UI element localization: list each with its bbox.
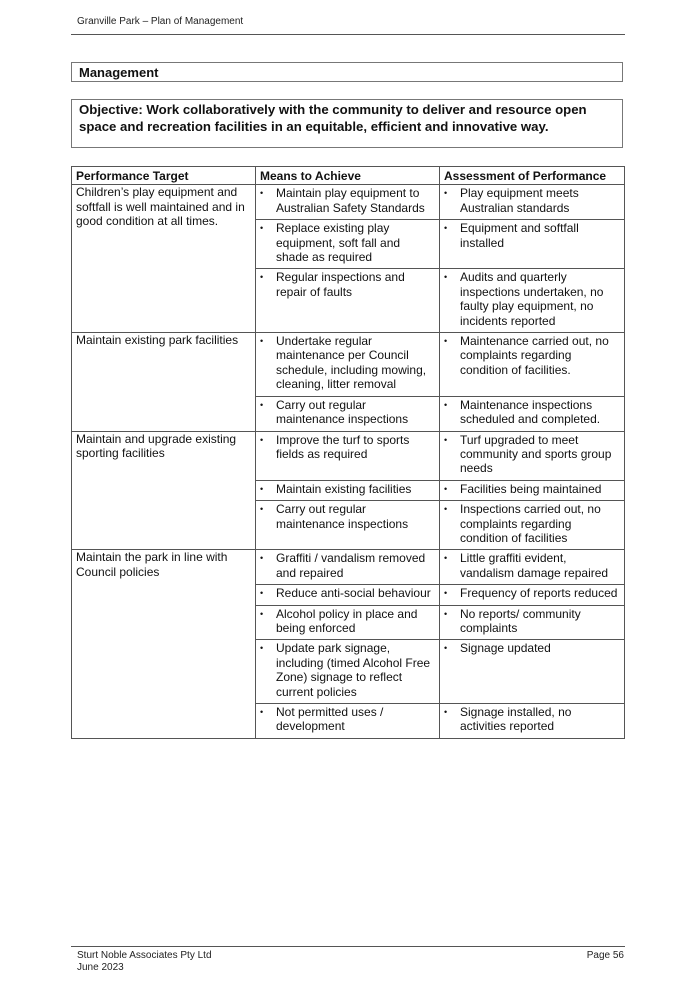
column-header-target: Performance Target — [72, 167, 256, 185]
bullet-item — [444, 397, 620, 431]
bullet-item — [260, 704, 435, 738]
bullet-icon: • — [444, 643, 448, 654]
bullet-icon: • — [260, 188, 264, 199]
bullet-icon: • — [260, 608, 264, 619]
bullet-icon: • — [260, 504, 264, 515]
bullet-item — [444, 333, 620, 381]
assessment-cell — [440, 480, 625, 500]
bullet-item — [260, 432, 435, 466]
assessment-cell — [440, 585, 625, 605]
means-cell — [256, 269, 440, 333]
performance-target-cell: Children’s play equipment and softfall is well maintained and in good condition at all times. — [72, 185, 256, 333]
means-text: Maintain play equipment to Australian Safety Standards — [276, 186, 425, 215]
bullet-item — [444, 501, 620, 549]
means-cell — [256, 220, 440, 269]
bullet-icon: • — [444, 434, 448, 445]
assessment-text: Audits and quarterly inspections undertaken, no faulty play equipment, no incidents reported — [460, 270, 604, 328]
table-body — [72, 185, 625, 738]
assessment-cell — [440, 550, 625, 585]
means-cell — [256, 480, 440, 500]
running-header: Granville Park – Plan of Management — [77, 16, 244, 27]
bullet-item — [260, 550, 435, 584]
bullet-item — [444, 481, 620, 500]
performance-table — [71, 166, 625, 739]
performance-target-cell: Maintain the park in line with Council policies — [72, 550, 256, 738]
means-text: Update park signage, including (timed Alcohol Free Zone) signage to reflect current policies — [276, 641, 431, 699]
means-cell — [256, 501, 440, 550]
bullet-item — [260, 640, 435, 703]
assessment-cell — [440, 333, 625, 397]
means-text: Not permitted uses / development — [276, 705, 384, 734]
assessment-cell — [440, 605, 625, 640]
bullet-item — [260, 501, 435, 535]
bullet-icon: • — [260, 707, 264, 717]
assessment-cell — [440, 269, 625, 333]
assessment-cell — [440, 396, 625, 431]
bullet-item — [444, 640, 620, 659]
bullet-item — [444, 550, 620, 584]
footer-company: Sturt Noble Associates Pty Ltd — [77, 950, 212, 961]
means-cell — [256, 550, 440, 585]
performance-target-cell: Maintain and upgrade existing sporting facilities — [72, 431, 256, 550]
bullet-item — [444, 220, 620, 254]
bullet-icon: • — [260, 434, 264, 445]
assessment-cell — [440, 185, 625, 220]
section-heading: Management — [71, 62, 623, 82]
bullet-icon: • — [260, 588, 264, 599]
bullet-icon: • — [444, 707, 448, 717]
assessment-text: Maintenance carried out, no complaints regarding condition of facilities. — [460, 334, 609, 377]
bullet-item — [444, 269, 620, 332]
bullet-icon: • — [444, 588, 448, 599]
means-text: Carry out regular maintenance inspections — [276, 397, 409, 427]
page-number: Page 56 — [586, 950, 624, 961]
table-row — [72, 185, 625, 220]
bullet-icon: • — [260, 272, 264, 283]
means-cell — [256, 185, 440, 220]
footer-left — [77, 950, 212, 974]
assessment-text: Equipment and softfall installed — [460, 221, 579, 250]
bullet-item — [260, 481, 435, 500]
table-row — [72, 550, 625, 585]
bullet-icon: • — [260, 553, 264, 564]
bullet-icon: • — [444, 553, 448, 564]
bullet-item — [260, 585, 435, 604]
means-cell — [256, 396, 440, 431]
means-text: Graffiti / vandalism removed and repaired — [276, 551, 426, 580]
assessment-text: Turf upgraded to meet community and sports group needs — [460, 432, 612, 476]
bullet-icon: • — [444, 608, 448, 619]
means-text: Alcohol policy in place and being enforced — [276, 606, 418, 635]
bullet-icon: • — [260, 399, 264, 410]
bullet-item — [260, 333, 435, 396]
bullet-item — [444, 432, 620, 480]
assessment-text: Signage installed, no activities reported — [460, 705, 572, 734]
assessment-text: Inspections carried out, no complaints regarding condition of facilities — [460, 502, 601, 545]
table-header-row — [72, 167, 625, 185]
assessment-text: Little graffiti evident, vandalism damage repaired — [460, 551, 609, 580]
table-row — [72, 431, 625, 480]
bullet-item — [444, 185, 620, 219]
bullet-item — [444, 606, 620, 640]
footer-date: June 2023 — [77, 962, 124, 973]
bullet-icon: • — [260, 223, 264, 234]
means-cell — [256, 333, 440, 397]
assessment-text: Facilities being maintained — [460, 481, 602, 496]
bullet-item — [444, 704, 620, 738]
means-cell — [256, 431, 440, 480]
bullet-item — [260, 269, 435, 303]
assessment-cell — [440, 640, 625, 704]
means-cell — [256, 704, 440, 739]
bullet-icon: • — [444, 223, 448, 234]
assessment-text: Signage updated — [460, 641, 551, 656]
means-text: Reduce anti-social behaviour — [276, 586, 431, 601]
assessment-text: Maintenance inspections scheduled and completed. — [460, 397, 601, 427]
column-header-means: Means to Achieve — [256, 167, 440, 185]
performance-target-cell: Maintain existing park facilities — [72, 333, 256, 431]
assessment-cell — [440, 704, 625, 739]
bullet-item — [260, 397, 435, 431]
means-cell — [256, 640, 440, 704]
column-header-assessment: Assessment of Performance — [440, 167, 625, 185]
bullet-icon: • — [260, 336, 264, 347]
means-cell — [256, 585, 440, 605]
means-text: Improve the turf to sports fields as required — [276, 432, 410, 461]
bullet-icon: • — [260, 643, 264, 654]
bullet-icon: • — [444, 272, 448, 283]
bullet-icon: • — [444, 336, 448, 347]
assessment-text: Play equipment meets Australian standards — [460, 186, 579, 215]
bullet-icon: • — [444, 483, 448, 494]
bullet-icon: • — [444, 399, 448, 410]
footer-divider — [71, 946, 625, 947]
objective-statement: Objective: Work collaboratively with the community to deliver and resource open space and recreation facilities in an equitable, efficient and innovative way. — [71, 99, 623, 148]
means-text: Maintain existing facilities — [276, 481, 412, 496]
table-row — [72, 333, 625, 397]
means-text: Regular inspections and repair of faults — [276, 270, 405, 299]
assessment-text: Frequency of reports reduced — [460, 586, 618, 601]
assessment-cell — [440, 501, 625, 550]
bullet-item — [260, 185, 435, 219]
assessment-text: No reports/ community complaints — [460, 606, 581, 635]
assessment-cell — [440, 220, 625, 269]
means-text: Replace existing play equipment, soft fall and shade as required — [276, 221, 401, 265]
bullet-item — [444, 585, 620, 604]
bullet-item — [260, 606, 435, 640]
means-text: Undertake regular maintenance per Council schedule, including mowing, cleaning, litter removal — [276, 334, 427, 392]
bullet-icon: • — [260, 483, 264, 494]
bullet-item — [260, 220, 435, 268]
assessment-cell — [440, 431, 625, 480]
means-text: Carry out regular maintenance inspections — [276, 502, 409, 531]
header-divider — [71, 34, 625, 35]
bullet-icon: • — [444, 188, 448, 199]
bullet-icon: • — [444, 504, 448, 515]
means-cell — [256, 605, 440, 640]
